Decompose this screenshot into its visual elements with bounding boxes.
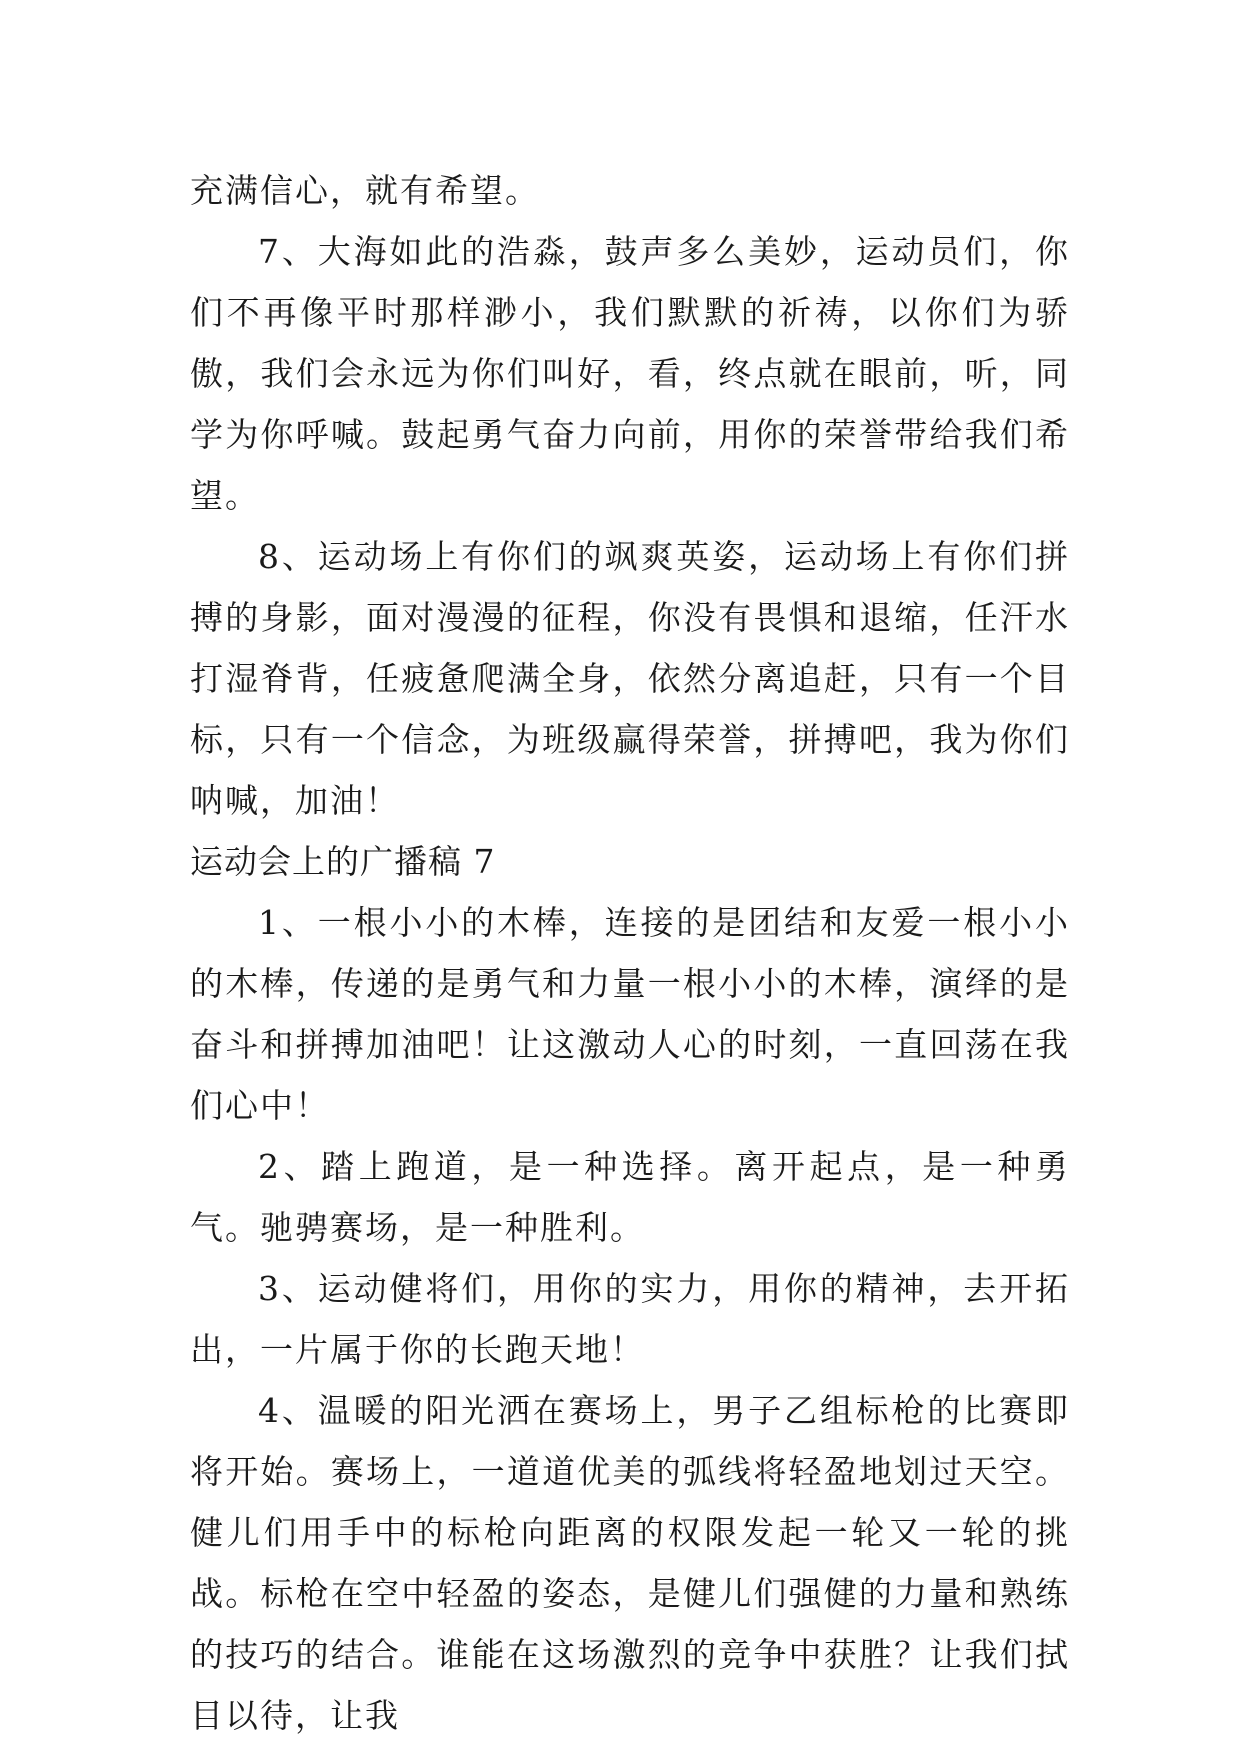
- document-page: [190, 160, 1070, 1746]
- paragraph-item-2: 2、踏上跑道，是一种选择。离开起点，是一种勇气。驰骋赛场，是一种胜利。: [190, 1147, 1070, 1247]
- paragraph-item-1: 1、一根小小的木棒，连接的是团结和友爱一根小小的木棒，传递的是勇气和力量一根小小的木棒，演绎的是奋斗和拼搏加油吧！让这激动人心的时刻，一直回荡在我们心中！: [190, 903, 1070, 1125]
- paragraph-item-7: 7、大海如此的浩淼，鼓声多么美妙，运动员们，你们不再像平时那样渺小，我们默默的祈祷，以你们为骄傲，我们会永远为你们叫好，看，终点就在眼前，听，同学为你呼喊。鼓起勇气奋力向前，用你的荣誉带给我们希望。: [190, 232, 1070, 515]
- section-heading: 运动会上的广播稿 7: [190, 842, 496, 881]
- paragraph-continuation: 充满信心，就有希望。: [190, 171, 540, 210]
- paragraph-item-4: 4、温暖的阳光洒在赛场上，男子乙组标枪的比赛即将开始。赛场上，一道道优美的弧线将轻盈地划过天空。健儿们用手中的标枪向距离的权限发起一轮又一轮的挑战。标枪在空中轻盈的姿态，是健儿们强健的力量和熟练的技巧的结合。谁能在这场激烈的竞争中获胜？让我们拭目以待，让我: [190, 1391, 1070, 1735]
- paragraph-item-3: 3、运动健将们，用你的实力，用你的精神，去开拓出，一片属于你的长跑天地！: [190, 1269, 1070, 1369]
- paragraph-item-8: 8、运动场上有你们的飒爽英姿，运动场上有你们拼搏的身影，面对漫漫的征程，你没有畏惧和退缩，任汗水打湿脊背，任疲惫爬满全身，依然分离追赶，只有一个目标，只有一个信念，为班级赢得荣誉，拼搏吧，我为你们呐喊，加油！: [190, 537, 1070, 820]
